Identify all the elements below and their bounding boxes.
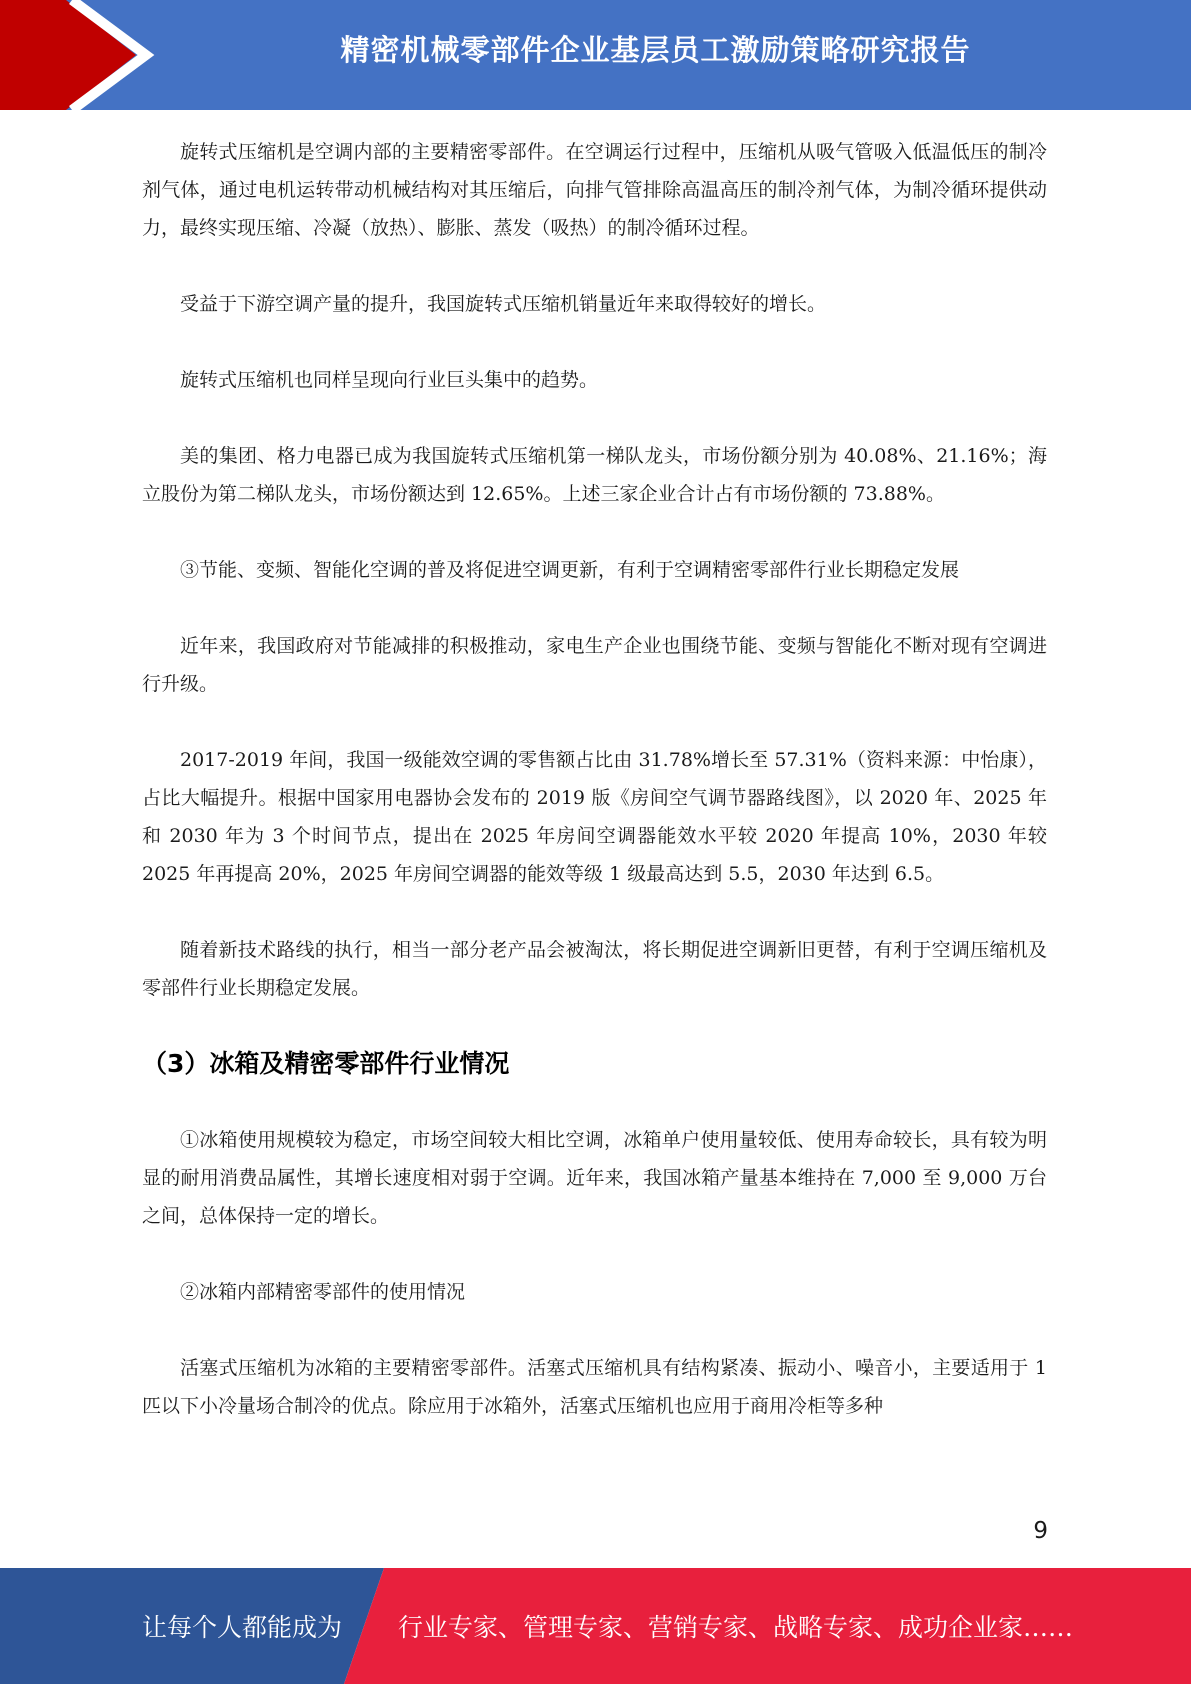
- section-heading: （3）冰箱及精密零部件行业情况: [142, 1049, 510, 1078]
- page-footer: [0, 1568, 1191, 1684]
- page-content: [142, 133, 1047, 1463]
- footer-slogan-left: 让每个人都能成为: [142, 1613, 343, 1642]
- report-title: 精密机械零部件企业基层员工激励策略研究报告: [340, 33, 971, 67]
- paragraph: 受益于下游空调产量的提升，我国旋转式压缩机销量近年来取得较好的增长。: [180, 293, 827, 315]
- paragraph: 随着新技术路线的执行，相当一部分老产品会被淘汰，将长期促进空调新旧更替，有利于空调压缩机及零部件行业长期稳定发展。: [142, 939, 1047, 999]
- paragraph: 美的集团、格力电器已成为我国旋转式压缩机第一梯队龙头，市场份额分别为 40.08%、21.16%；海立股份为第二梯队龙头，市场份额达到 12.65%。上述三家企业合计占有市场份额的 73.88%。: [142, 445, 1047, 505]
- paragraph: ①冰箱使用规模较为稳定，市场空间较大相比空调，冰箱单户使用量较低、使用寿命较长，具有较为明显的耐用消费品属性，其增长速度相对弱于空调。近年来，我国冰箱产量基本维持在 7,000 至 9,000 万台之间，总体保持一定的增长。: [142, 1129, 1047, 1227]
- page-number: 9: [1033, 1518, 1048, 1544]
- paragraph: 2017-2019 年间，我国一级能效空调的零售额占比由 31.78%增长至 57.31%（资料来源：中怡康），占比大幅提升。根据中国家用电器协会发布的 2019 版《房间空气调节器路线图》，以 2020 年、2025 年和 2030 年为 3 个时间节点，提出在 2025 年房间空调器能效水平较 2020 年提高 10%，2030 年较 2025 年再提高 20%，2025 年房间空调器的能效等级 1 级最高达到 5.5，2030 年达到 6.5。: [142, 749, 1047, 885]
- paragraph: ②冰箱内部精密零部件的使用情况: [180, 1281, 466, 1303]
- paragraph: ③节能、变频、智能化空调的普及将促进空调更新，有利于空调精密零部件行业长期稳定发展: [180, 559, 960, 581]
- page-header: [0, 0, 1191, 110]
- paragraph: 旋转式压缩机也同样呈现向行业巨头集中的趋势。: [180, 369, 599, 391]
- paragraph: 活塞式压缩机为冰箱的主要精密零部件。活塞式压缩机具有结构紧凑、振动小、噪音小，主要适用于 1 匹以下小冷量场合制冷的优点。除应用于冰箱外，活塞式压缩机也应用于商用冷柜等多种: [142, 1357, 1047, 1417]
- paragraph: 旋转式压缩机是空调内部的主要精密零部件。在空调运行过程中，压缩机从吸气管吸入低温低压的制冷剂气体，通过电机运转带动机械结构对其压缩后，向排气管排除高温高压的制冷剂气体，为制冷循环提供动力，最终实现压缩、冷凝（放热）、膨胀、蒸发（吸热）的制冷循环过程。: [142, 141, 1047, 239]
- paragraph: 近年来，我国政府对节能减排的积极推动，家电生产企业也围绕节能、变频与智能化不断对现有空调进行升级。: [142, 635, 1047, 695]
- footer-slogan-right: 行业专家、管理专家、营销专家、战略专家、成功企业家……: [398, 1613, 1074, 1642]
